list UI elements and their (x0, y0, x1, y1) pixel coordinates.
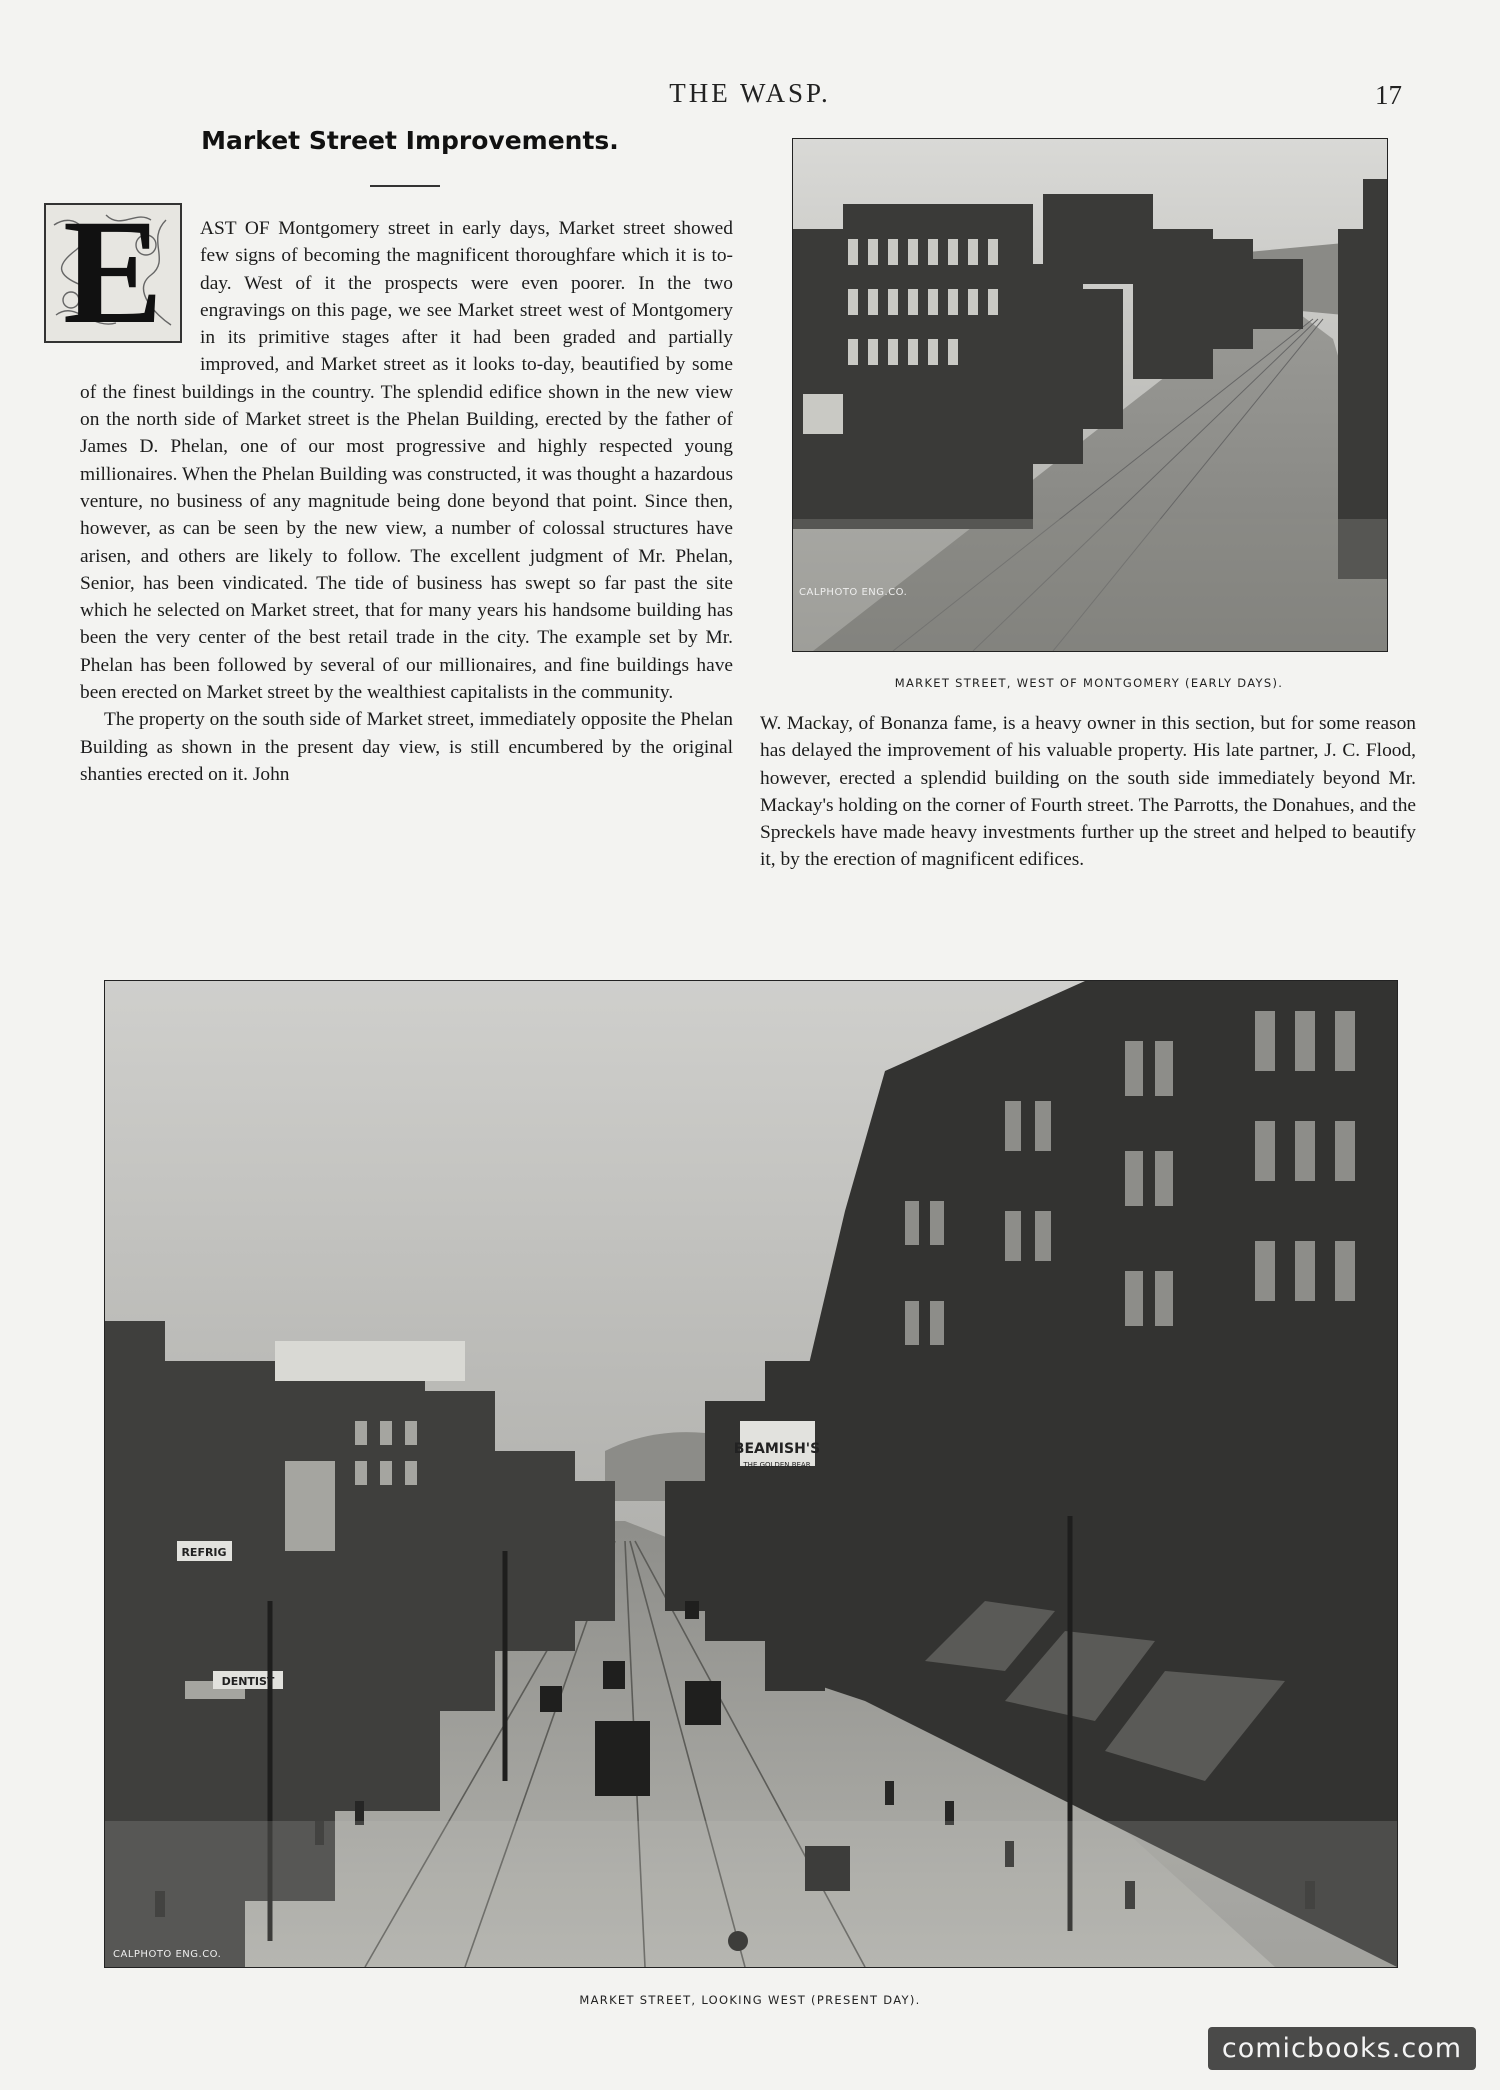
text-line: trade in the city. The example set by Mr. Phelan has been fol (80, 627, 733, 676)
sign-refrig: REFRIG (181, 1546, 227, 1559)
text-line: of the finest buildings in the country. The splendid edifice shown (80, 381, 606, 403)
sign-beamish: BEAMISH'S (733, 1441, 821, 1457)
masthead: THE WASP. (669, 78, 831, 108)
text-line: erected on Market street by the wealthiest capitalists in the com (121, 682, 615, 704)
text-line: in the new view on the north side of Market street is the Phelan (80, 381, 733, 431)
photo-present-day-caption: MARKET STREET, LOOKING WEST (PRESENT DAY). (579, 1993, 921, 2007)
photo-early-days-caption: MARKET STREET, WEST OF MONTGOMERY (EARLY DAYS). (894, 676, 1284, 690)
text-line: but for some reason has delayed the improvement of his valuable (760, 713, 1417, 762)
text-line: street showed few signs of becoming the magnificent (200, 218, 733, 267)
drop-cap-letter: E (62, 189, 164, 355)
text-line: the Donahues, and the Spreckels have made heavy investments (760, 794, 1416, 844)
photo-present-day (104, 980, 1398, 1968)
photo-present-day-engraver: CALPHOTO ENG.CO. (113, 1949, 222, 1960)
text-line: property. His late partner, J. C. Flood, however, erected a (760, 740, 1417, 789)
text-line: in its primitive stages after it had been graded and partially im (200, 327, 733, 376)
text-line: further up the street and helped to beautify it, by the erection of (760, 822, 1416, 871)
text-line: W. Mackay, of Bonanza fame, is a heavy owner in this section, (760, 713, 1261, 734)
paragraph-3 (760, 710, 1416, 874)
text-line: pects were even poorer. In the two engravings on (200, 272, 733, 321)
text-line: point. Since then, however, as can be seen by the new view, a (80, 490, 733, 540)
text-line: thoroughfare which it is to-day. West of it the pros (200, 245, 734, 294)
right-column (760, 710, 1416, 874)
text-line: number of colossal structures have arisen, and others are likely (80, 518, 733, 567)
left-column (80, 215, 733, 788)
text-line: AST OF Montgomery street in early days, Market (200, 218, 624, 239)
sign-golden-bear: THE GOLDEN BEAR (743, 1461, 811, 1469)
text-line: lowed by several of our millionaires, and fine buildings have been (80, 654, 733, 704)
text-line: handsome building has been the very center of the best retail (80, 600, 733, 649)
text-line: Building, erected by the father of James D. Phelan, one of our (80, 409, 733, 458)
text-line: opposite the Phelan Building as shown in the present day view, (80, 709, 733, 758)
sign-dentist: DENTIST (221, 1675, 275, 1688)
text-line: to follow. The excellent judgment of Mr. Phelan, Senior, has (80, 545, 733, 594)
paragraph-2 (80, 706, 733, 788)
text-line: munity. (614, 682, 674, 704)
text-line: is still encumbered by the original shanties erected on it. John (80, 736, 733, 785)
page-number: 17 (1375, 80, 1402, 110)
text-line: most progressive and highly respected young millionaires. When (80, 436, 733, 485)
title-rule (370, 185, 440, 187)
watermark: comicbooks.com (1208, 2027, 1476, 2070)
text-line: Mackay's holding on the corner of Fourth street. The Parrotts, (760, 794, 1244, 816)
text-line: proved, and Market street as it looks to-day, beautified by some (220, 354, 733, 376)
text-line: The property on the south side of Market street, immediately (104, 709, 582, 731)
text-line: venture, no business of any magnitude being done beyond that (80, 490, 593, 512)
photo-early-days (792, 138, 1388, 652)
text-line: splendid building on the south side immediately beyond Mr. (920, 767, 1416, 789)
article-title: Market Street Improvements. (201, 126, 619, 155)
text-line: site which he selected on Market street, that for many years his (80, 572, 733, 622)
text-line: magnificent edifices. (921, 849, 1085, 871)
photo-early-days-engraver: CALPHOTO ENG.CO. (799, 587, 908, 598)
text-line: been vindicated. The tide of business has swept so far past the (177, 572, 707, 594)
text-line: the Phelan Building was constructed, it was thought a hazardous (233, 463, 733, 485)
text-line: this page, we see Market street west of Montgomery (316, 299, 733, 321)
